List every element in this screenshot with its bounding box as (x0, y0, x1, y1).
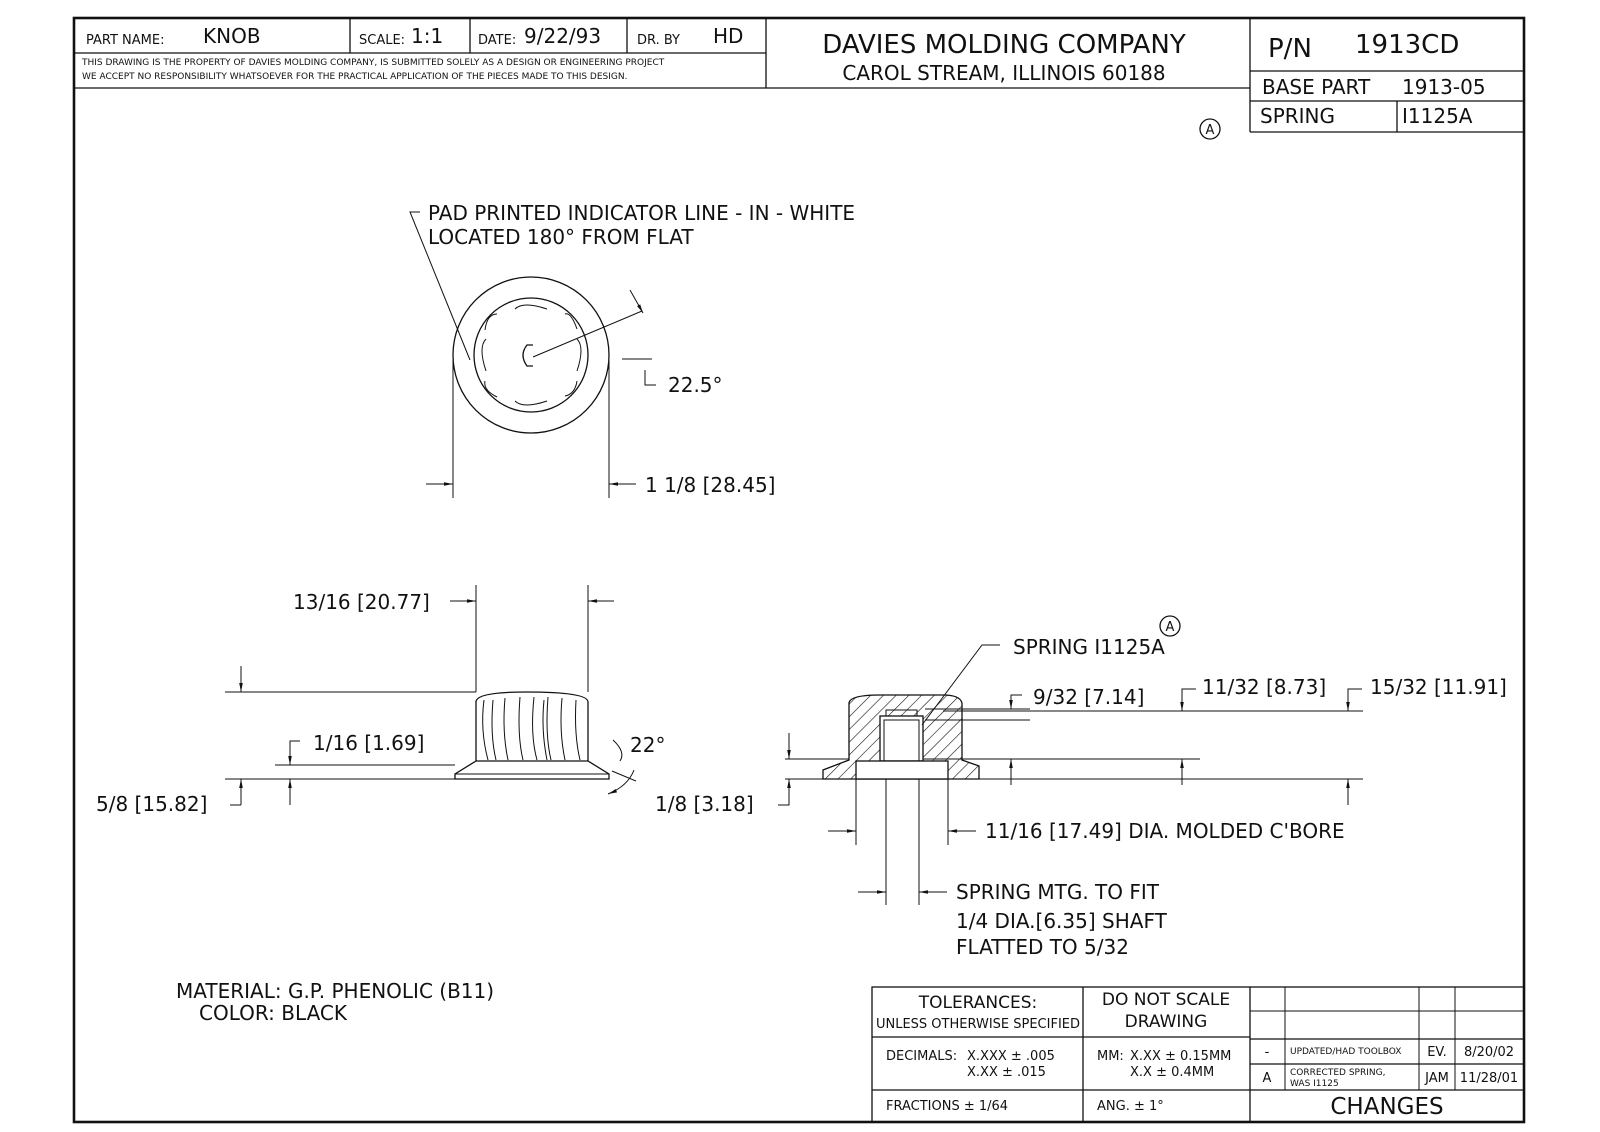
decimals-3: X.XXX ± .005 (967, 1049, 1055, 1064)
shaft-note-line1: SPRING MTG. TO FIT (956, 880, 1159, 904)
part-name: KNOB (203, 24, 261, 48)
change-desc-2b: WAS I1125 (1290, 1079, 1339, 1089)
mm-label: MM: (1097, 1049, 1124, 1064)
section-dim-b: 11/32 [8.73] (1202, 675, 1327, 699)
dns-line1: DO NOT SCALE (1101, 990, 1231, 1010)
tolerance-block (872, 987, 1524, 1122)
part-name-label: PART NAME: (86, 33, 165, 48)
change-date-1: 8/20/02 (1463, 1045, 1515, 1060)
top-angle-dim: 22.5° (668, 373, 723, 397)
section-dim-a: 9/32 [7.14] (1033, 685, 1145, 709)
spring-value: I1125A (1402, 104, 1473, 128)
drawn-by-label: DR. BY (637, 33, 680, 48)
date-value: 9/22/93 (524, 24, 602, 48)
svg-text:A: A (1205, 123, 1215, 138)
change-by-1: EV. (1427, 1045, 1447, 1060)
change-rev-1: - (1264, 1045, 1270, 1060)
fractions-tol: FRACTIONS ± 1/64 (886, 1099, 1009, 1114)
change-by-2: JAM (1425, 1071, 1449, 1086)
title-block (74, 18, 1524, 132)
spring-label: SPRING (1260, 104, 1336, 128)
top-diameter-dim: 1 1/8 [28.45] (645, 473, 776, 497)
side-width-dim: 13/16 [20.77] (293, 590, 430, 614)
side-view (96, 585, 665, 816)
company-location: CAROL STREAM, ILLINOIS 60188 (842, 61, 1166, 85)
base-part-label: BASE PART (1262, 75, 1371, 99)
angles-tol: ANG. ± 1° (1097, 1099, 1164, 1114)
mm-2: X.XX ± 0.15MM (1130, 1049, 1232, 1064)
revision-marker-spring-label: A (1165, 620, 1175, 635)
material-line: MATERIAL: G.P. PHENOLIC (B11) (176, 979, 495, 1003)
section-dim-d: 1/8 [3.18] (655, 792, 754, 816)
company-name: DAVIES MOLDING COMPANY (822, 30, 1186, 60)
pn-label: P/N (1268, 34, 1312, 64)
shaft-note-line3: FLATTED TO 5/32 (956, 935, 1129, 959)
changes-title: CHANGES (1330, 1094, 1444, 1120)
date-label: DATE: (478, 33, 517, 48)
side-flange-dim: 1/16 [1.69] (313, 731, 425, 755)
sheet-border (74, 18, 1524, 1122)
change-desc-2a: CORRECTED SPRING, (1290, 1068, 1386, 1078)
disclaimer-line-1: THIS DRAWING IS THE PROPERTY OF DAVIES MOLDING COMPANY, IS SUBMITTED SOLELY AS A DESIGN OR ENGINEERING PROJECT (82, 58, 665, 68)
tolerance-header: TOLERANCES: (918, 993, 1038, 1013)
shaft-note-line2: 1/4 DIA.[6.35] SHAFT (956, 909, 1167, 933)
color-line: COLOR: BLACK (199, 1001, 347, 1025)
mm-1: X.X ± 0.4MM (1130, 1065, 1215, 1080)
top-note-line1: PAD PRINTED INDICATOR LINE - IN - WHITE (428, 201, 856, 225)
decimals-label: DECIMALS: (886, 1049, 958, 1064)
dns-line2: DRAWING (1124, 1012, 1208, 1032)
drawn-by-value: HD (713, 24, 744, 48)
top-view (410, 201, 855, 498)
disclaimer-line-2: WE ACCEPT NO RESPONSIBILITY WHATSOEVER FOR THE PRACTICAL APPLICATION OF THE PIECES MADE TO THIS DESIGN. (82, 72, 628, 82)
pn-value: 1913CD (1355, 30, 1460, 60)
section-view (655, 616, 1507, 959)
material-note (176, 979, 494, 1025)
revision-marker-top (1200, 119, 1220, 139)
top-note-line2: LOCATED 180° FROM FLAT (428, 225, 694, 249)
section-cbore-dim: 11/16 [17.49] DIA. MOLDED C'BORE (985, 819, 1345, 843)
scale-label: SCALE: (359, 33, 406, 48)
tolerance-subheader: UNLESS OTHERWISE SPECIFIED (875, 1017, 1081, 1032)
section-dim-c: 15/32 [11.91] (1370, 675, 1507, 699)
scale-value: 1:1 (411, 24, 444, 48)
change-date-2: 11/28/01 (1459, 1071, 1519, 1086)
change-rev-2: A (1262, 1071, 1272, 1086)
change-desc-1: UPDATED/HAD TOOLBOX (1290, 1047, 1402, 1057)
decimals-2: X.XX ± .015 (967, 1065, 1046, 1080)
side-angle-dim: 22° (630, 733, 666, 757)
section-spring-note: SPRING I1125A (1013, 635, 1165, 659)
base-part-value: 1913-05 (1402, 75, 1486, 99)
side-height-dim: 5/8 [15.82] (96, 792, 208, 816)
